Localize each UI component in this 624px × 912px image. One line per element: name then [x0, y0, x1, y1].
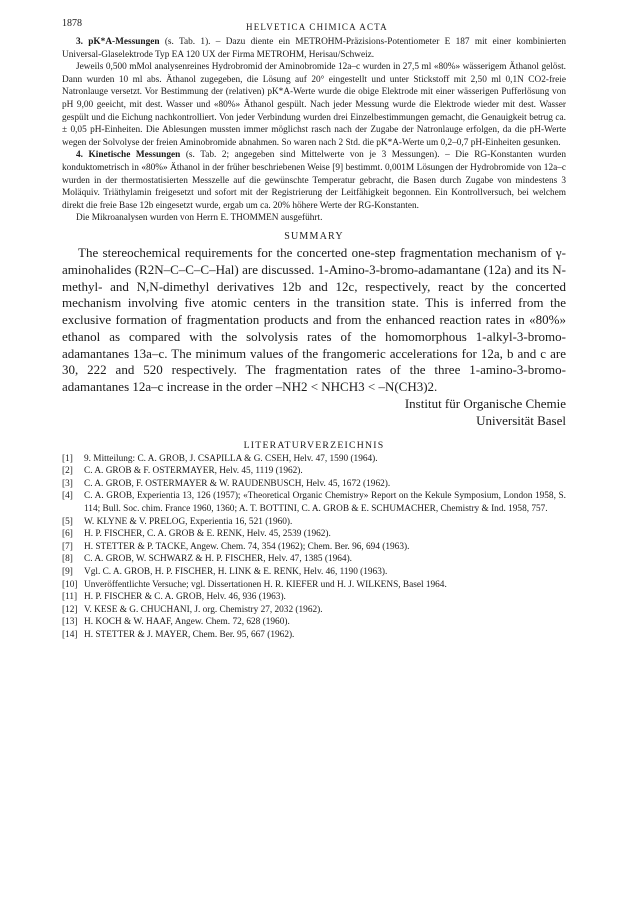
reference-number: [14] [62, 629, 78, 640]
reference-item [62, 591, 566, 604]
section-4-paragraph [62, 149, 566, 212]
reference-text: C. A. GROB, W. SCHWARZ & H. P. FISCHER, Helv. 47, 1385 (1964). [84, 554, 353, 565]
reference-text: H. P. FISCHER, C. A. GROB & E. RENK, Helv. 45, 2539 (1962). [84, 529, 331, 540]
references-list [62, 453, 566, 642]
reference-item [62, 616, 566, 629]
reference-item [62, 453, 566, 466]
reference-number: [4] [62, 491, 73, 502]
page [62, 18, 566, 642]
reference-text: H. KOCH & W. HAAF, Angew. Chem. 72, 628 (1960). [84, 617, 290, 628]
reference-number: [12] [62, 604, 78, 615]
affiliation-university: Universität Basel [476, 412, 566, 428]
reference-number: [6] [62, 529, 73, 540]
summary-text: The stereochemical requirements for the concerted one-step fragmentation mechanism of γ-aminohalides (R2N–C–C–C–Hal) are discussed. 1-Amino-3-bromo-adamantane (12a) and its N-methyl- and N,N-dimethyl derivatives 12b and 12c, respectively, react by the concerted mechanism involving five atomic centers in the transition state. This is inferred from the exclusive formation of fragmentation products and from the enhanced reaction rates in «80%» ethanol as compared with the solvolysis rates of the homomorphous 1-alkyl-3-bromo-adamantanes 13a–c. The minimum values of the frangomeric accelerations for 12a, b and c are 30, 222 and 520 respectively. The fragmentation rates of the three 1-amino-3-bromo-adamantanes 12a–c increase in the order –NH2 < NHCH3 < –N(CH3)2. [62, 244, 566, 395]
reference-number: [8] [62, 554, 73, 565]
page-header [62, 18, 566, 36]
journal-title: HELVETICA CHIMICA ACTA [246, 22, 388, 32]
reference-text: H. STETTER & J. MAYER, Chem. Ber. 95, 667 (1962). [84, 629, 295, 640]
section-3-heading: 3. pK*A-Messungen [76, 37, 160, 47]
reference-text: W. KLYNE & V. PRELOG, Experientia 16, 521 (1960). [84, 516, 293, 527]
reference-text: V. KESE & G. CHUCHANI, J. org. Chemistry 27, 2032 (1962). [84, 604, 323, 615]
reference-item [62, 465, 566, 478]
reference-item [62, 553, 566, 566]
section-3-paragraph-2: Jeweils 0,500 mMol analysenreines Hydrobromid der Aminobromide 12a–c wurden in 27,5 ml «80%» wässerigem Äthanol gelöst. Dann wurden 10 ml abs. Äthanol zugegeben, die Lösung auf 20° eingestellt und unter Stickstoff mit 2,50 ml 0,1N CO2-freie Natronlauge versetzt. Vor Bestimmung der (relativen) pK*A-Werte wurde die obige Elektrode mit einer wässerigen Pufferlösung von pH 9,00 geeicht, mit dest. Wasser und «80%» Äthanol gespült. Nach jeder Messung wurde die Elektrode wieder mit dest. Wasser gespült und die Eichung nachkontrolliert. Von jeder Verbindung wurden drei Einzelbestimmungen gemacht, die Genauigkeit betrug ca. ± 0,05 pH-Einheiten. Die Ablesungen mussten immer möglichst rasch nach der Zugabe der Natronlauge erfolgen, da die pH-Werte wegen der Solvolyse der freien Aminobromide abnahmen. So waren nach 2 Std. die pK*A-Werte um 0,2–0,7 pH-Einheiten gesunken. [62, 62, 566, 148]
reference-number: [9] [62, 567, 73, 578]
summary-heading: SUMMARY [284, 230, 344, 242]
reference-text: H. STETTER & P. TACKE, Angew. Chem. 74, 354 (1962); Chem. Ber. 96, 694 (1963). [84, 541, 410, 552]
section-3-paragraph [62, 36, 566, 61]
page-number: 1878 [62, 18, 82, 29]
section-3-text: (s. Tab. 1). – Dazu diente ein METROHM-Präzisions-Potentiometer E 187 mit einer kombinierten Universal-Glaselektrode Typ EA 120 UX der Firma METROHM, Herisau/Schweiz. [62, 37, 566, 60]
reference-text: Unveröffentlichte Versuche; vgl. Dissertationen H. R. KIEFER und H. J. WILKENS, Basel 1964. [84, 579, 447, 590]
reference-item [62, 490, 566, 515]
references-heading: LITERATURVERZEICHNIS [243, 439, 385, 451]
reference-text: C. A. GROB, Experientia 13, 126 (1957); «Theoretical Organic Chemistry» Report on the Kekule Symposium, London 1958, S. 114; Bull. Soc. chim. France 1960, 1360; A. T. BOTTINI, C. A. GROB & E. SCHUMACHER, Chemistry & Ind. 1958, 757. [84, 491, 566, 515]
reference-number: [1] [62, 453, 73, 464]
reference-item [62, 516, 566, 529]
reference-text: C. A. GROB, F. OSTERMAYER & W. RAUDENBUSCH, Helv. 45, 1672 (1962). [84, 478, 391, 489]
reference-item [62, 579, 566, 592]
microanalysis-note: Die Mikroanalysen wurden von Herrn E. THOMMEN ausgeführt. [76, 213, 323, 224]
section-4-text: (s. Tab. 2; angegeben sind Mittelwerte von je 3 Messungen). – Die RG-Konstanten wurden konduktometrisch in «80%» Äthanol in der früher beschriebenen Weise [9] bestimmt. 0,001M Lösungen der Hydrobromide von 12a–c wurden in der thermostatisierten Messzelle auf die gewünschte Temperatur gebracht, die Basen durch Zugabe von mindestens 3 Moläquiv. Triäthylamin freigesetzt und sofort mit der Registrierung der Leitfähigkeit begonnen. Ein Kontrollversuch, bei welchem direkt die freie Base 12b eingesetzt wurde, ergab um ca. 20% höhere Werte der RG-Konstanten. [62, 150, 566, 211]
reference-item [62, 528, 566, 541]
reference-text: 9. Mitteilung: C. A. GROB, J. CSAPILLA & G. CSEH, Helv. 47, 1590 (1964). [84, 453, 378, 464]
reference-number: [13] [62, 617, 78, 628]
reference-item [62, 541, 566, 554]
section-4-heading: 4. Kinetische Messungen [76, 150, 181, 161]
affiliation-institute: Institut für Organische Chemie [404, 396, 566, 412]
reference-number: [3] [62, 478, 73, 489]
reference-number: [10] [62, 579, 78, 590]
reference-item [62, 604, 566, 617]
reference-number: [2] [62, 466, 73, 477]
reference-text: Vgl. C. A. GROB, H. P. FISCHER, H. LINK & E. RENK, Helv. 46, 1190 (1963). [84, 567, 388, 578]
reference-item [62, 629, 566, 642]
reference-number: [7] [62, 541, 73, 552]
reference-item [62, 478, 566, 491]
reference-item [62, 566, 566, 579]
reference-number: [5] [62, 516, 73, 527]
reference-number: [11] [62, 592, 78, 603]
reference-text: C. A. GROB & F. OSTERMAYER, Helv. 45, 1119 (1962). [84, 466, 303, 477]
reference-text: H. P. FISCHER & C. A. GROB, Helv. 46, 936 (1963). [84, 592, 286, 603]
